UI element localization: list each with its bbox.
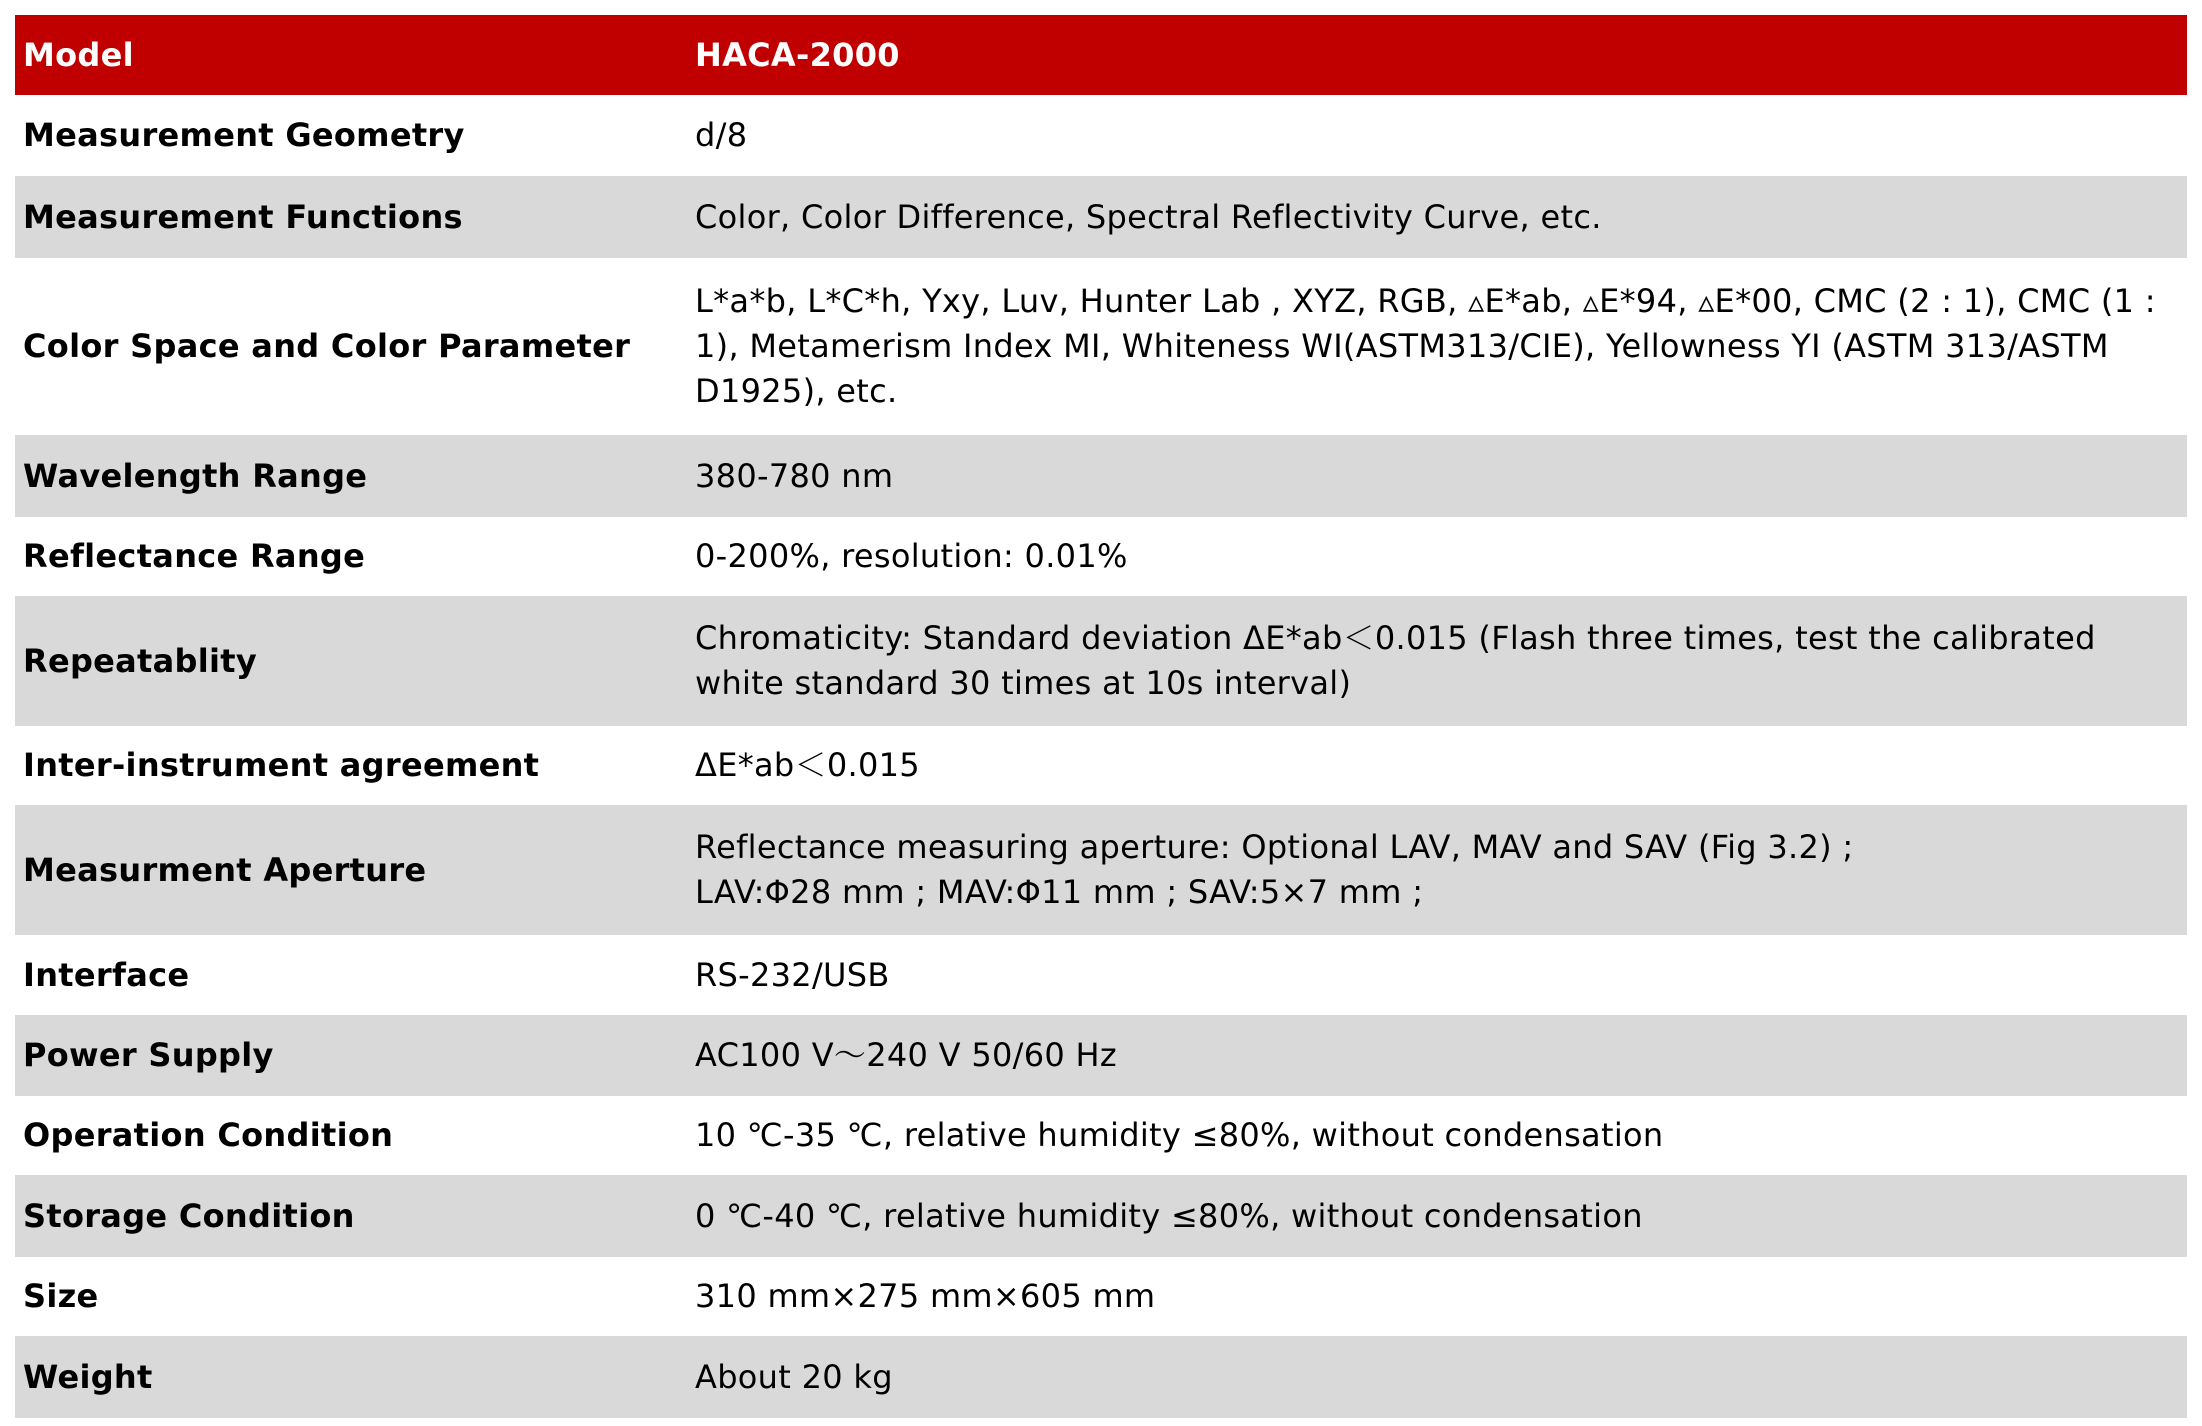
row-label: Size bbox=[15, 1257, 687, 1336]
row-label: Interface bbox=[15, 935, 687, 1015]
table-row bbox=[15, 1175, 2187, 1257]
row-value: AC100 V～240 V 50/60 Hz bbox=[687, 1015, 2187, 1096]
table-row bbox=[15, 1096, 2187, 1175]
table-row bbox=[15, 1336, 2187, 1418]
table-row bbox=[15, 805, 2187, 935]
aperture-line-2: LAV:Φ28 mm ; MAV:Φ11 mm ; SAV:5×7 mm ; bbox=[695, 873, 1424, 911]
row-value: 0-200%, resolution: 0.01% bbox=[687, 517, 2187, 596]
table-row bbox=[15, 176, 2187, 258]
row-label: Operation Condition bbox=[15, 1096, 687, 1175]
row-label: Measurement Geometry bbox=[15, 95, 687, 176]
table-header-row bbox=[15, 15, 2187, 95]
table-row bbox=[15, 435, 2187, 517]
row-value: 310 mm×275 mm×605 mm bbox=[687, 1257, 2187, 1336]
table-row bbox=[15, 726, 2187, 805]
row-value: 0 ℃-40 ℃, relative humidity ≤80%, without condensation bbox=[687, 1175, 2187, 1257]
row-label: Reflectance Range bbox=[15, 517, 687, 596]
row-label: Measurement Functions bbox=[15, 176, 687, 258]
row-label: Repeatablity bbox=[15, 596, 687, 726]
row-value: About 20 kg bbox=[687, 1336, 2187, 1418]
row-label: Power Supply bbox=[15, 1015, 687, 1096]
table-row bbox=[15, 95, 2187, 176]
spec-table bbox=[15, 15, 2187, 1418]
table-row bbox=[15, 1257, 2187, 1336]
aperture-line-1: Reflectance measuring aperture: Optional LAV, MAV and SAV (Fig 3.2) ; bbox=[695, 828, 1854, 866]
table-row bbox=[15, 517, 2187, 596]
row-label: Weight bbox=[15, 1336, 687, 1418]
row-value: RS-232/USB bbox=[687, 935, 2187, 1015]
header-model-value: HACA-2000 bbox=[687, 15, 2187, 95]
row-value: 10 ℃-35 ℃, relative humidity ≤80%, without condensation bbox=[687, 1096, 2187, 1175]
table-row bbox=[15, 935, 2187, 1015]
table-row bbox=[15, 1015, 2187, 1096]
row-label: Wavelength Range bbox=[15, 435, 687, 517]
row-value: L*a*b, L*C*h, Yxy, Luv, Hunter Lab , XYZ, RGB, ▵E*ab, ▵E*94, ▵E*00, CMC (2 : 1), CMC (1 : 1), Metamerism Index MI, Whiteness WI(ASTM313/CIE), Yellowness YI (ASTM 313/ASTM D1925), etc. bbox=[687, 258, 2187, 435]
table-row bbox=[15, 258, 2187, 435]
row-label: Storage Condition bbox=[15, 1175, 687, 1257]
row-value: d/8 bbox=[687, 95, 2187, 176]
row-value: ΔE*ab＜0.015 bbox=[687, 726, 2187, 805]
row-label: Inter-instrument agreement bbox=[15, 726, 687, 805]
row-value bbox=[687, 805, 2187, 935]
header-label: Model bbox=[15, 15, 687, 95]
row-label: Measurment Aperture bbox=[15, 805, 687, 935]
row-label: Color Space and Color Parameter bbox=[15, 258, 687, 435]
table-row bbox=[15, 596, 2187, 726]
row-value: Chromaticity: Standard deviation ΔE*ab＜0.015 (Flash three times, test the calibrated white standard 30 times at 10s interval) bbox=[687, 596, 2187, 726]
row-value: 380-780 nm bbox=[687, 435, 2187, 517]
row-value: Color, Color Difference, Spectral Reflectivity Curve, etc. bbox=[687, 176, 2187, 258]
